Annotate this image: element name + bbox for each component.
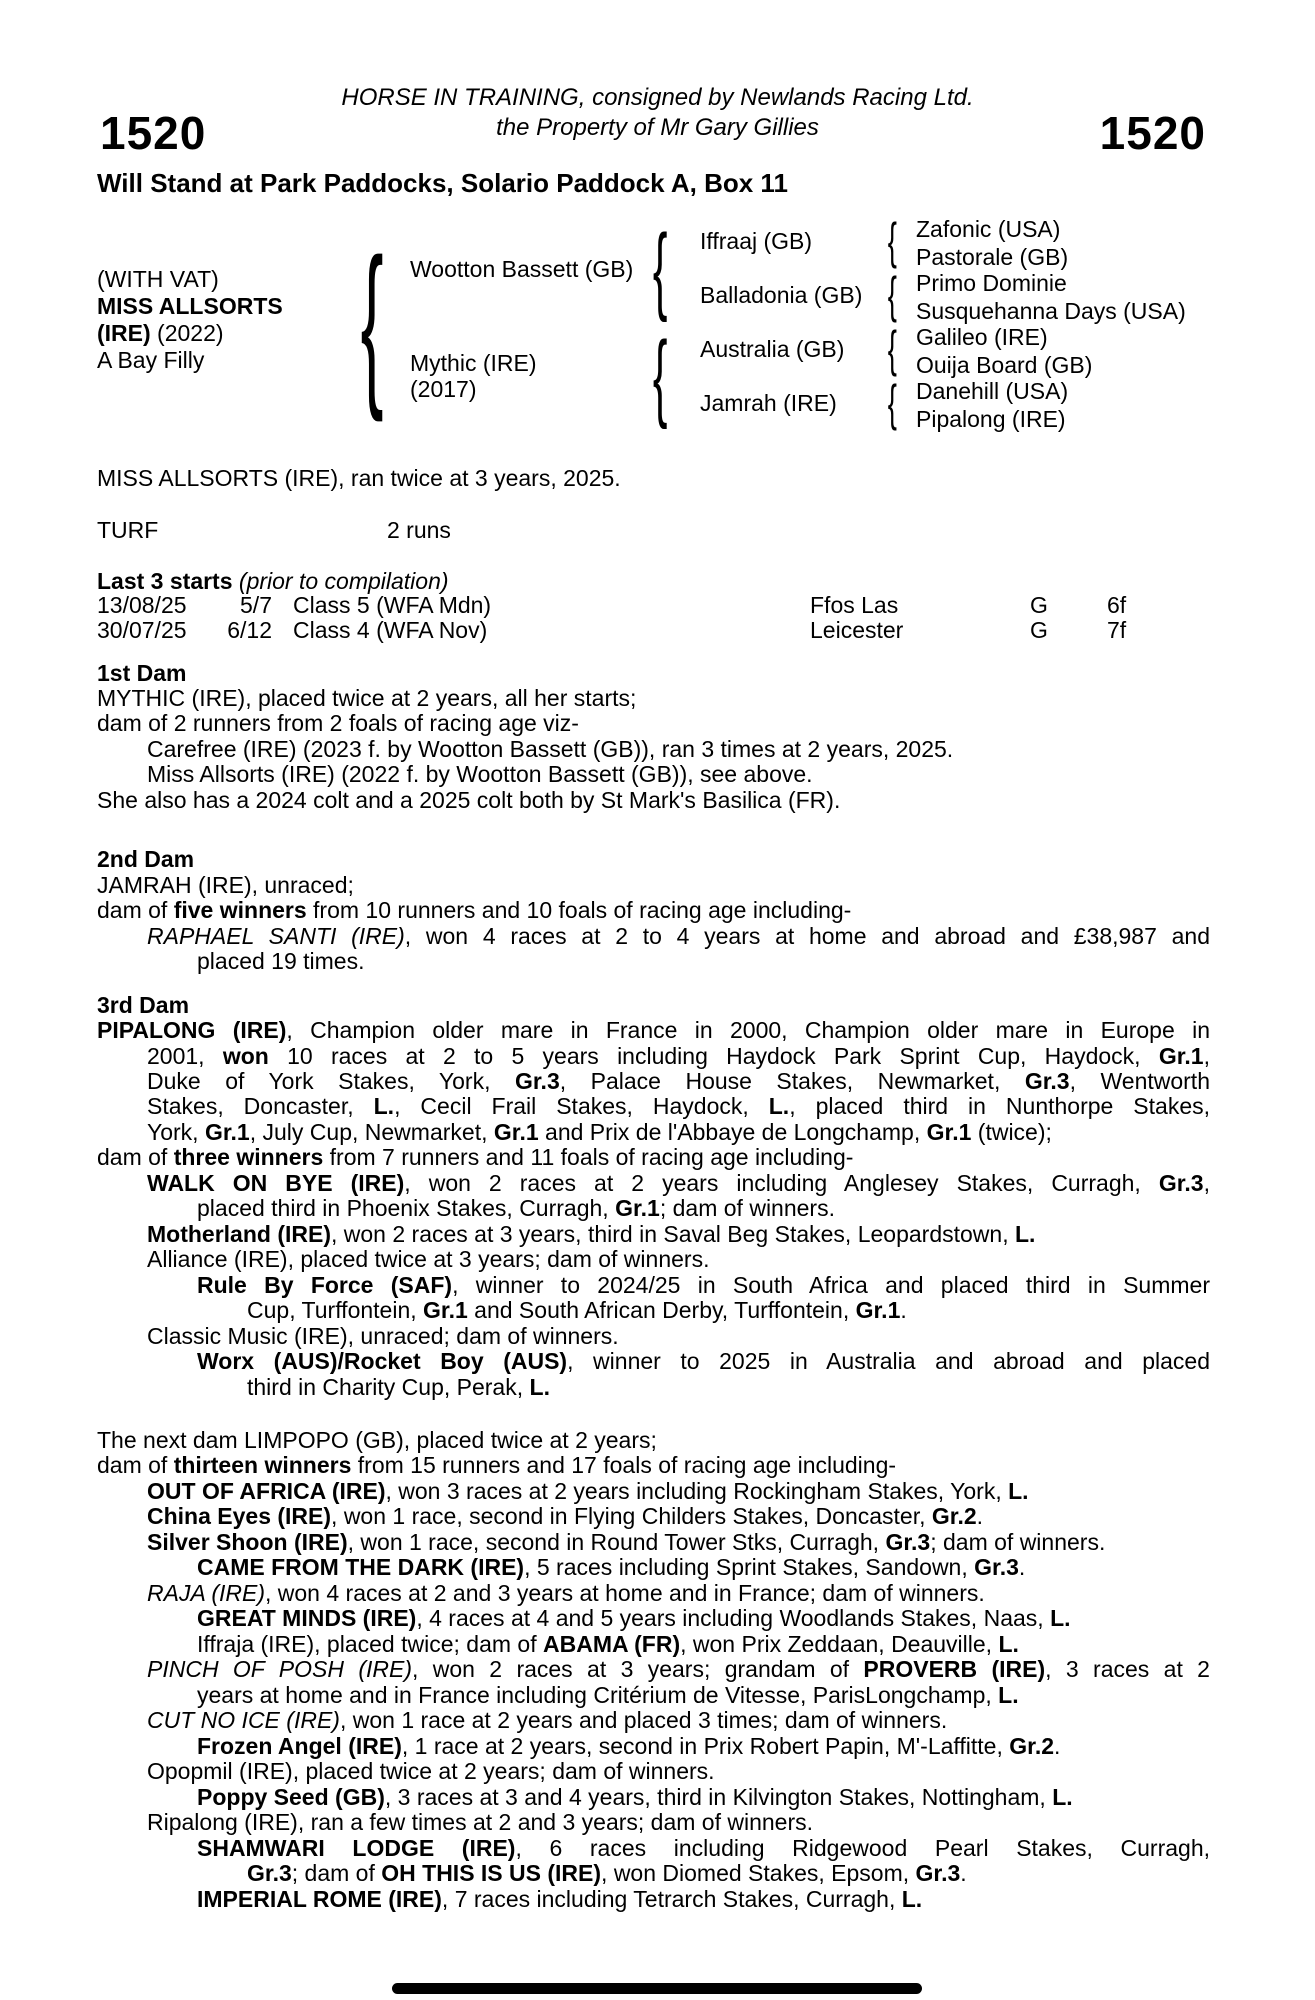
progeny-line: [147, 1809, 1210, 1835]
progeny-line: [247, 1860, 1210, 1886]
gen3-ancestor: Galileo (IRE): [916, 324, 1048, 350]
text-run: placed 19 times.: [197, 948, 365, 974]
text-run: L.: [373, 1093, 395, 1119]
text-run: PROVERB (IRE): [863, 1656, 1046, 1682]
race-distance: 7f: [1107, 617, 1127, 643]
progeny-line: [147, 761, 1210, 787]
text-run: Carefree (IRE) (2023 f. by Wootton Bassett (GB)), ran 3 times at 2 years, 2025.: [147, 736, 954, 762]
progeny-line: [147, 1529, 1210, 1555]
race-course: Leicester: [810, 617, 904, 643]
progeny-line: [147, 1580, 1210, 1606]
text-run: third in Charity Cup, Perak,: [247, 1374, 530, 1400]
text-run: L.: [1014, 1221, 1036, 1247]
gen3-ancestor: Pastorale (GB): [916, 244, 1069, 270]
text-run: Gr.1: [1158, 1043, 1204, 1069]
text-run: , winner to 2024/25 in South Africa and placed third in Summer: [452, 1272, 1210, 1298]
text-run: Worx (AUS)/Rocket Boy (AUS): [197, 1348, 568, 1374]
text-run: , placed third in Nunthorpe Stakes,: [789, 1093, 1210, 1119]
text-run: PINCH OF POSH (IRE): [147, 1656, 412, 1682]
progeny-line: [247, 1374, 1210, 1400]
progeny-line: [197, 1784, 1210, 1810]
text-run: , 6 races including Ridgewood Pearl Stakes, Curragh,: [515, 1835, 1210, 1861]
text-run: IMPERIAL ROME (IRE): [197, 1886, 442, 1912]
text-run: , won 1 race, second in Round Tower Stks, Curragh,: [347, 1529, 886, 1555]
dam-line: [97, 1017, 1210, 1043]
progeny-line: [197, 1733, 1210, 1759]
text-run: ,: [1203, 1043, 1210, 1069]
vat-note: (WITH VAT): [97, 266, 219, 292]
progeny-line: [147, 1656, 1210, 1682]
text-run: OH THIS IS US (IRE): [381, 1860, 602, 1886]
text-run: Gr.1: [855, 1297, 901, 1323]
text-run: Gr.2: [1009, 1733, 1055, 1759]
race-class: Class 4 (WFA Nov): [293, 617, 488, 643]
dam-line: [97, 685, 1210, 711]
lot-number-left: 1520: [100, 107, 207, 159]
text-run: ; dam of winners.: [659, 1195, 835, 1221]
text-run: from 7 runners and 11 foals of racing age including-: [323, 1144, 854, 1170]
text-run: .: [1018, 1554, 1026, 1580]
text-run: CAME FROM THE DARK (IRE): [197, 1554, 525, 1580]
gen3-ancestor: Danehill (USA): [916, 378, 1069, 404]
text-run: The next dam LIMPOPO (GB), placed twice at 2 years;: [97, 1427, 657, 1453]
text-run: dam of: [97, 897, 174, 923]
text-run: Opopmil (IRE), placed twice at 2 years; dam of winners.: [147, 1758, 715, 1784]
text-run: Silver Shoon (IRE): [147, 1529, 348, 1555]
text-run: dam of: [97, 1452, 174, 1478]
section-heading-3rd-dam: [97, 992, 1210, 1018]
last-starts-heading: [97, 568, 1210, 594]
gen3-ancestor: Pipalong (IRE): [916, 406, 1066, 432]
text-run: OUT OF AFRICA (IRE): [147, 1478, 386, 1504]
progeny-line: [147, 736, 1210, 762]
dam-line: [97, 1452, 1210, 1478]
progeny-line: [147, 1758, 1210, 1784]
text-run: CUT NO ICE (IRE): [147, 1707, 340, 1733]
text-run: , 5 races including Sprint Stakes, Sandown,: [524, 1554, 975, 1580]
text-run: (twice);: [971, 1119, 1052, 1145]
progeny-line: [197, 1835, 1210, 1861]
text-run: 2001,: [147, 1043, 223, 1069]
race-going: G: [1030, 592, 1048, 618]
text-run: Gr.3: [885, 1529, 931, 1555]
text-run: JAMRAH (IRE), unraced;: [97, 872, 354, 898]
text-run: , won 1 race at 2 years and placed 3 times; dam of winners.: [339, 1707, 948, 1733]
text-run: Duke of York Stakes, York,: [147, 1068, 515, 1094]
text-run: , 3 races at 3 and 4 years, third in Kilvington Stakes, Nottingham,: [384, 1784, 1053, 1810]
progeny-line: [247, 1297, 1210, 1323]
text-run: Poppy Seed (GB): [197, 1784, 385, 1810]
sire-name: Wootton Bassett (GB): [410, 256, 634, 282]
dam-line: [97, 710, 1210, 736]
pedigree-brace-gen3-3-icon: {: [887, 321, 897, 377]
subject-name: MISS ALLSORTS: [97, 293, 283, 319]
text-run: .: [960, 1860, 967, 1886]
gen2-sire-sire: Iffraaj (GB): [700, 228, 813, 254]
stand-location: Will Stand at Park Paddocks, Solario Paddock A, Box 11: [97, 168, 788, 198]
gen3-ancestor: Primo Dominie: [916, 270, 1067, 296]
text-run: Gr.1: [926, 1119, 972, 1145]
gen3-ancestor: Zafonic (USA): [916, 216, 1061, 242]
progeny-line: [147, 1170, 1210, 1196]
text-run: Gr.1: [423, 1297, 468, 1323]
text-run: thirteen winners: [173, 1452, 352, 1478]
section-heading-1st-dam: [97, 660, 1210, 686]
text-run: dam of 2 runners from 2 foals of racing age viz-: [97, 710, 579, 736]
text-run: , won 2 races at 3 years; grandam of: [412, 1656, 864, 1682]
text-run: Rule By Force (SAF): [197, 1272, 453, 1298]
section-heading-2nd-dam: [97, 846, 1210, 872]
race-going: G: [1030, 617, 1048, 643]
text-run: GREAT MINDS (IRE): [197, 1605, 417, 1631]
text-run: Cup, Turffontein,: [247, 1297, 424, 1323]
text-run: Iffraja (IRE), placed twice; dam of: [197, 1631, 543, 1657]
text-run: Gr.1: [615, 1195, 660, 1221]
last-starts-note: (prior to compilation): [232, 568, 449, 594]
text-run: RAPHAEL SANTI (IRE): [147, 923, 405, 949]
text-run: Gr.3: [974, 1554, 1019, 1580]
text-run: and South African Derby, Turffontein,: [467, 1297, 856, 1323]
text-run: Frozen Angel (IRE): [197, 1733, 402, 1759]
text-run: Gr.2: [931, 1503, 977, 1529]
race-date: 30/07/25: [97, 617, 187, 643]
progeny-line: [197, 1682, 1210, 1708]
progeny-line: [197, 1348, 1210, 1374]
text-run: , won 4 races at 2 to 4 years at home and abroad and £38,987 and: [404, 923, 1210, 949]
surface-label: TURF: [97, 517, 159, 543]
gen2-dam-sire: Australia (GB): [700, 336, 845, 362]
text-run: Gr.3: [247, 1860, 292, 1886]
last-starts-label: Last 3 starts: [97, 568, 233, 594]
subject-description: A Bay Filly: [97, 347, 205, 373]
progeny-line: [197, 1554, 1210, 1580]
text-run: China Eyes (IRE): [147, 1503, 332, 1529]
text-run: L.: [1008, 1478, 1029, 1504]
text-run: .: [900, 1297, 907, 1323]
text-run: Gr.3: [514, 1068, 560, 1094]
text-run: three winners: [173, 1144, 324, 1170]
text-run: Gr.1: [493, 1119, 539, 1145]
text-run: , won 3 races at 2 years including Rockingham Stakes, York,: [385, 1478, 1009, 1504]
text-run: Gr.3: [1024, 1068, 1070, 1094]
progeny-line: [147, 1246, 1210, 1272]
text-run: , Wentworth: [1069, 1068, 1210, 1094]
text-run: ; dam of: [291, 1860, 382, 1886]
dam-line: [97, 872, 1210, 898]
text-run: SHAMWARI LODGE (IRE): [197, 1835, 516, 1861]
progeny-line: [197, 1631, 1210, 1657]
text-run: PIPALONG (IRE): [97, 1017, 287, 1043]
race-position: 6/12: [227, 617, 272, 643]
race-distance: 6f: [1107, 592, 1127, 618]
progeny-line: [197, 1886, 1210, 1912]
text-run: , winner to 2025 in Australia and abroad and placed: [567, 1348, 1210, 1374]
race-summary: MISS ALLSORTS (IRE), ran twice at 3 years, 2025.: [97, 465, 621, 491]
dam-line: [97, 1427, 1210, 1453]
progeny-line: [147, 1323, 1210, 1349]
gen2-sire-dam: Balladonia (GB): [700, 282, 863, 308]
text-run: , 7 races including Tetrarch Stakes, Curragh,: [441, 1886, 902, 1912]
text-run: ; dam of winners.: [930, 1529, 1106, 1555]
progeny-line: [147, 1221, 1210, 1247]
surface-runs-line: [97, 517, 1210, 543]
race-course: Ffos Las: [810, 592, 899, 618]
lot-number-right: 1520: [1099, 107, 1206, 159]
race-position: 5/7: [240, 592, 272, 618]
text-run: , won 4 races at 2 and 3 years at home and in France; dam of winners.: [265, 1580, 985, 1606]
text-run: L.: [529, 1374, 550, 1400]
text-run: 3rd Dam: [97, 992, 190, 1018]
dam-year: (2017): [410, 376, 477, 402]
progeny-line: [197, 1195, 1210, 1221]
text-run: , July Cup, Newmarket,: [249, 1119, 494, 1145]
progeny-line: [147, 923, 1210, 949]
text-run: MYTHIC (IRE), placed twice at 2 years, all her starts;: [97, 685, 637, 711]
text-run: Gr.3: [915, 1860, 961, 1886]
text-run: RAJA (IRE): [147, 1580, 265, 1606]
text-run: , won 2 races at 3 years, third in Saval Beg Stakes, Leopardstown,: [331, 1221, 1015, 1247]
text-run: ABAMA (FR): [543, 1631, 681, 1657]
text-run: , Cecil Frail Stakes, Haydock,: [394, 1093, 769, 1119]
pedigree-brace-gen3-2-icon: {: [887, 267, 897, 323]
dam-line: [97, 897, 1210, 923]
subject-suffix-year: [97, 320, 224, 346]
pedigree-brace-gen3-4-icon: {: [887, 375, 897, 431]
consignment-line: HORSE IN TRAINING, consigned by Newlands Racing Ltd.: [341, 84, 974, 111]
text-run: 1st Dam: [97, 660, 187, 686]
text-run: Alliance (IRE), placed twice at 3 years; dam of winners.: [147, 1246, 710, 1272]
text-run: WALK ON BYE (IRE): [147, 1170, 405, 1196]
text-run: , won Diomed Stakes, Epsom,: [601, 1860, 916, 1886]
text-run: 2nd Dam: [97, 846, 195, 872]
dam-name: Mythic (IRE): [410, 350, 537, 376]
pedigree-brace-dam-icon: {: [652, 321, 668, 430]
text-run: She also has a 2024 colt and a 2025 colt both by St Mark's Basilica (FR).: [97, 787, 841, 813]
dam-line: [97, 1144, 1210, 1170]
text-run: ,: [1203, 1170, 1210, 1196]
text-run: , won 1 race, second in Flying Childers Stakes, Doncaster,: [331, 1503, 932, 1529]
dam-line: [147, 1043, 1210, 1069]
text-run: York,: [147, 1119, 205, 1145]
gen2-dam-dam: Jamrah (IRE): [700, 390, 837, 416]
progeny-line: [197, 1605, 1210, 1631]
text-run: Gr.1: [204, 1119, 250, 1145]
progeny-line: [147, 1707, 1210, 1733]
text-run: , Champion older mare in France in 2000, Champion older mare in Europe in: [286, 1017, 1210, 1043]
runs-count: 2 runs: [387, 517, 451, 543]
dam-line: [147, 1119, 1210, 1145]
text-run: Motherland (IRE): [147, 1221, 331, 1247]
text-run: .: [1054, 1733, 1061, 1759]
text-run: won: [222, 1043, 269, 1069]
text-run: from 10 runners and 10 foals of racing age including-: [306, 897, 852, 923]
text-run: dam of: [97, 1144, 174, 1170]
property-line: the Property of Mr Gary Gillies: [496, 114, 819, 141]
gen3-ancestor: Susquehanna Days (USA): [916, 298, 1186, 324]
pedigree-brace-gen1-icon: {: [360, 221, 384, 423]
gen3-ancestor: Ouija Board (GB): [916, 352, 1093, 378]
text-run: L.: [998, 1682, 1019, 1708]
text-run: Stakes, Doncaster,: [147, 1093, 374, 1119]
text-run: L.: [768, 1093, 790, 1119]
text-run: , 3 races at 2: [1045, 1656, 1210, 1682]
dam-line: [147, 1093, 1210, 1119]
subject-suffix: (IRE): [97, 320, 151, 346]
text-run: L.: [1050, 1605, 1071, 1631]
subject-year: (2022): [150, 320, 224, 346]
text-run: from 15 runners and 17 foals of racing age including-: [351, 1452, 897, 1478]
text-run: five winners: [173, 897, 307, 923]
pedigree-brace-gen3-1-icon: {: [887, 213, 897, 269]
text-run: Gr.3: [1158, 1170, 1204, 1196]
text-run: and Prix de l'Abbaye de Longchamp,: [538, 1119, 927, 1145]
text-run: Miss Allsorts (IRE) (2022 f. by Wootton Bassett (GB)), see above.: [147, 761, 813, 787]
text-run: 10 races at 2 to 5 years including Haydock Park Sprint Cup, Haydock,: [268, 1043, 1159, 1069]
text-run: years at home and in France including Critérium de Vitesse, ParisLongchamp,: [197, 1682, 999, 1708]
text-run: , won Prix Zeddaan, Deauville,: [680, 1631, 999, 1657]
text-run: L.: [901, 1886, 923, 1912]
text-run: L.: [998, 1631, 1019, 1657]
progeny-line: [147, 1503, 1210, 1529]
text-run: Classic Music (IRE), unraced; dam of winners.: [147, 1323, 619, 1349]
text-run: , 4 races at 4 and 5 years including Woodlands Stakes, Naas,: [416, 1605, 1051, 1631]
progeny-line: [197, 948, 1210, 974]
text-run: , 1 race at 2 years, second in Prix Robert Papin, M'-Laffitte,: [401, 1733, 1010, 1759]
text-run: L.: [1052, 1784, 1073, 1810]
text-run: .: [976, 1503, 984, 1529]
race-date: 13/08/25: [97, 592, 187, 618]
text-run: Ripalong (IRE), ran a few times at 2 and 3 years; dam of winners.: [147, 1809, 814, 1835]
progeny-line: [197, 1272, 1210, 1298]
pedigree-brace-sire-icon: {: [652, 214, 668, 323]
progeny-line: [147, 1478, 1210, 1504]
text-run: , won 2 races at 2 years including Anglesey Stakes, Curragh,: [404, 1170, 1159, 1196]
text-run: placed third in Phoenix Stakes, Curragh,: [197, 1195, 616, 1221]
dam-line: [147, 1068, 1210, 1094]
dam-line: [97, 787, 1210, 813]
race-class: Class 5 (WFA Mdn): [293, 592, 492, 618]
home-indicator-handle[interactable]: [392, 1983, 922, 1994]
text-run: , Palace House Stakes, Newmarket,: [559, 1068, 1025, 1094]
